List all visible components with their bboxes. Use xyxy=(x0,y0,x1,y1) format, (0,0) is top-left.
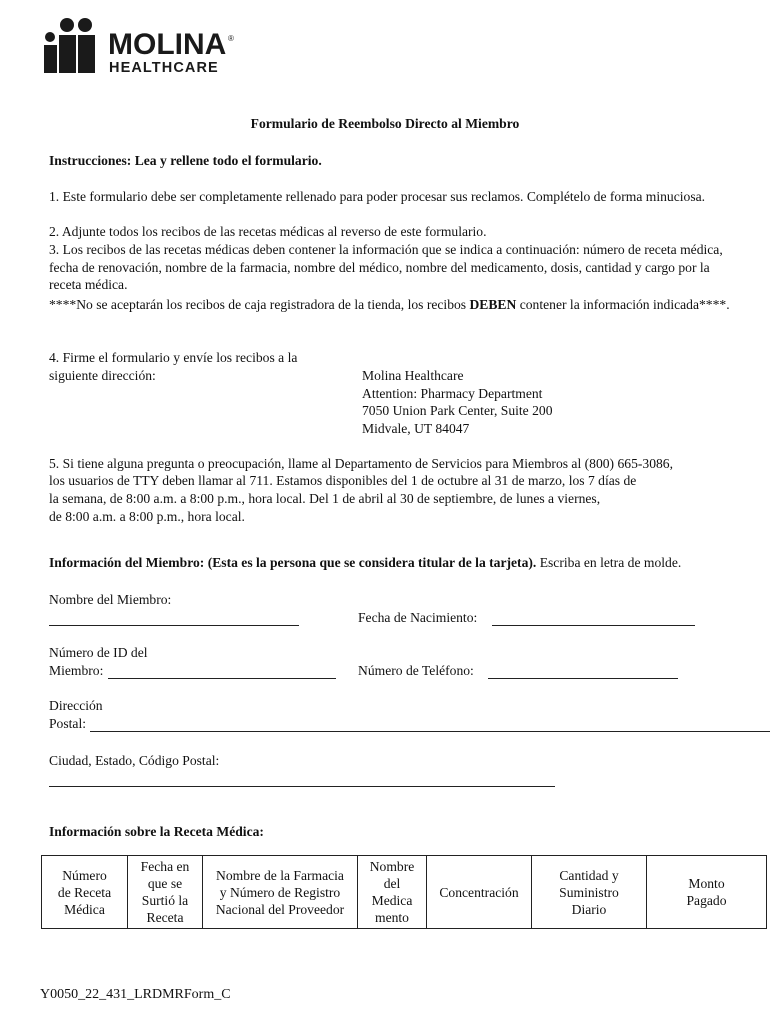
dob-field[interactable] xyxy=(492,613,695,626)
col-header-text: Número xyxy=(62,867,107,883)
instruction-item-5-line3: la semana, de 8:00 a.m. a 8:00 p.m., hora local. Del 1 de abril al 30 de septiembre, de lunes a viernes, xyxy=(49,491,601,506)
form-code-footer: Y0050_22_431_LRDMRForm_C xyxy=(40,987,231,1002)
col-header-pharmacy xyxy=(203,856,358,929)
mailing-address-field[interactable] xyxy=(90,719,770,732)
dob-label: Fecha de Nacimiento: xyxy=(358,610,478,625)
col-header-strength xyxy=(427,856,532,929)
phone-label: Número de Teléfono: xyxy=(358,663,474,678)
logo-registered-mark: ® xyxy=(228,34,234,43)
col-header-text: Concentración xyxy=(439,884,519,900)
member-info-heading xyxy=(49,555,681,571)
mailing-address-line4: Midvale, UT 84047 xyxy=(362,421,470,436)
col-header-text: Nombre de la Farmacia xyxy=(216,867,344,883)
col-header-text: Suministro xyxy=(559,884,619,900)
instruction-item-1: 1. Este formulario debe ser completamente rellenado para poder procesar sus reclamos. Complételo de forma minuciosa. xyxy=(49,189,706,204)
member-info-heading-rest: Escriba en letra de molde. xyxy=(536,555,682,570)
instruction-item-3-note xyxy=(49,296,739,314)
city-state-zip-field[interactable] xyxy=(49,774,555,787)
member-name-field[interactable] xyxy=(49,613,299,626)
form-title: Formulario de Reembolso Directo al Miembro xyxy=(250,116,520,131)
phone-field[interactable] xyxy=(488,666,678,679)
mailing-address-line3: 7050 Union Park Center, Suite 200 xyxy=(362,403,553,418)
col-header-text: Nacional del Proveedor xyxy=(215,901,345,917)
instruction-item-3: 3. Los recibos de las recetas médicas deben contener la información que se indica a continuación: número de receta médica, fecha de renovación, nombre de la farmacia, nombre del médico, nombre del medicamento, dosis, cantidad y cargo por la receta médica. xyxy=(49,242,723,292)
col-header-text: Médica xyxy=(64,901,105,917)
col-header-amount-paid xyxy=(647,856,767,929)
member-id-field[interactable] xyxy=(108,666,336,679)
note-text-before: ****No se aceptarán los recibos de caja registradora de la tienda, los recibos xyxy=(49,297,470,312)
rx-info-heading: Información sobre la Receta Médica: xyxy=(49,824,264,839)
col-header-text: Diario xyxy=(571,901,607,917)
col-header-text: Surtió la xyxy=(141,893,189,908)
instruction-item-4-line1: 4. Firme el formulario y envíe los recibos a la xyxy=(49,350,298,365)
col-header-text: mento xyxy=(375,910,409,925)
col-header-text: Monto xyxy=(688,876,725,891)
member-info-heading-bold: Información del Miembro: (Esta es la persona que se considera titular de la tarjeta). xyxy=(49,555,537,570)
note-text-bold: DEBEN xyxy=(469,297,517,312)
instructions-heading: Instrucciones: Lea y rellene todo el formulario. xyxy=(49,153,322,168)
mailing-address-label-line1: Dirección xyxy=(49,698,103,713)
col-header-text: que se xyxy=(147,876,183,891)
instruction-item-5-line1: 5. Si tiene alguna pregunta o preocupación, llame al Departamento de Servicios para Miembros al (800) 665-3086, xyxy=(49,456,673,471)
instruction-item-4-line2: siguiente dirección: xyxy=(49,368,156,383)
col-header-text: Nombre xyxy=(369,859,415,874)
logo-brand-text: MOLINA xyxy=(108,28,227,61)
col-header-rx-number xyxy=(42,856,128,929)
col-header-drug-name xyxy=(358,856,427,929)
logo-sub-text: HEALTHCARE xyxy=(109,60,219,76)
col-header-quantity-supply xyxy=(532,856,647,929)
instruction-item-2: 2. Adjunte todos los recibos de las recetas médicas al reverso de este formulario. xyxy=(49,224,487,239)
mailing-address-line2: Attention: Pharmacy Department xyxy=(362,386,543,401)
col-header-text: Medica xyxy=(371,893,413,908)
note-text-after: contener la información indicada****. xyxy=(516,297,730,312)
member-id-label-line1: Número de ID del xyxy=(49,645,148,660)
col-header-text: del xyxy=(383,876,401,891)
mailing-address-line1: Molina Healthcare xyxy=(362,368,464,383)
city-state-zip-label: Ciudad, Estado, Código Postal: xyxy=(49,753,220,768)
prescription-table xyxy=(41,855,767,929)
col-header-text: Cantidad y xyxy=(559,867,619,883)
mailing-address-label-line2: Postal: xyxy=(49,716,87,731)
col-header-text: de Receta xyxy=(57,884,112,900)
col-header-text: Receta xyxy=(146,910,184,925)
member-name-label: Nombre del Miembro: xyxy=(49,592,172,607)
prescription-table-header-row xyxy=(42,856,767,929)
molina-healthcare-logo xyxy=(40,16,240,78)
col-header-text: Fecha en xyxy=(140,859,190,874)
col-header-text: Pagado xyxy=(686,893,727,908)
member-id-label-line2: Miembro: xyxy=(49,663,104,678)
col-header-fill-date xyxy=(128,856,203,929)
molina-people-icon xyxy=(40,16,104,76)
instruction-item-5-line4: de 8:00 a.m. a 8:00 p.m., hora local. xyxy=(49,509,245,524)
col-header-text: y Número de Registro xyxy=(219,884,341,900)
instruction-item-5-line2: los usuarios de TTY deben llamar al 711. Estamos disponibles del 1 de octubre al 31 de marzo, los 7 días de xyxy=(49,473,637,488)
